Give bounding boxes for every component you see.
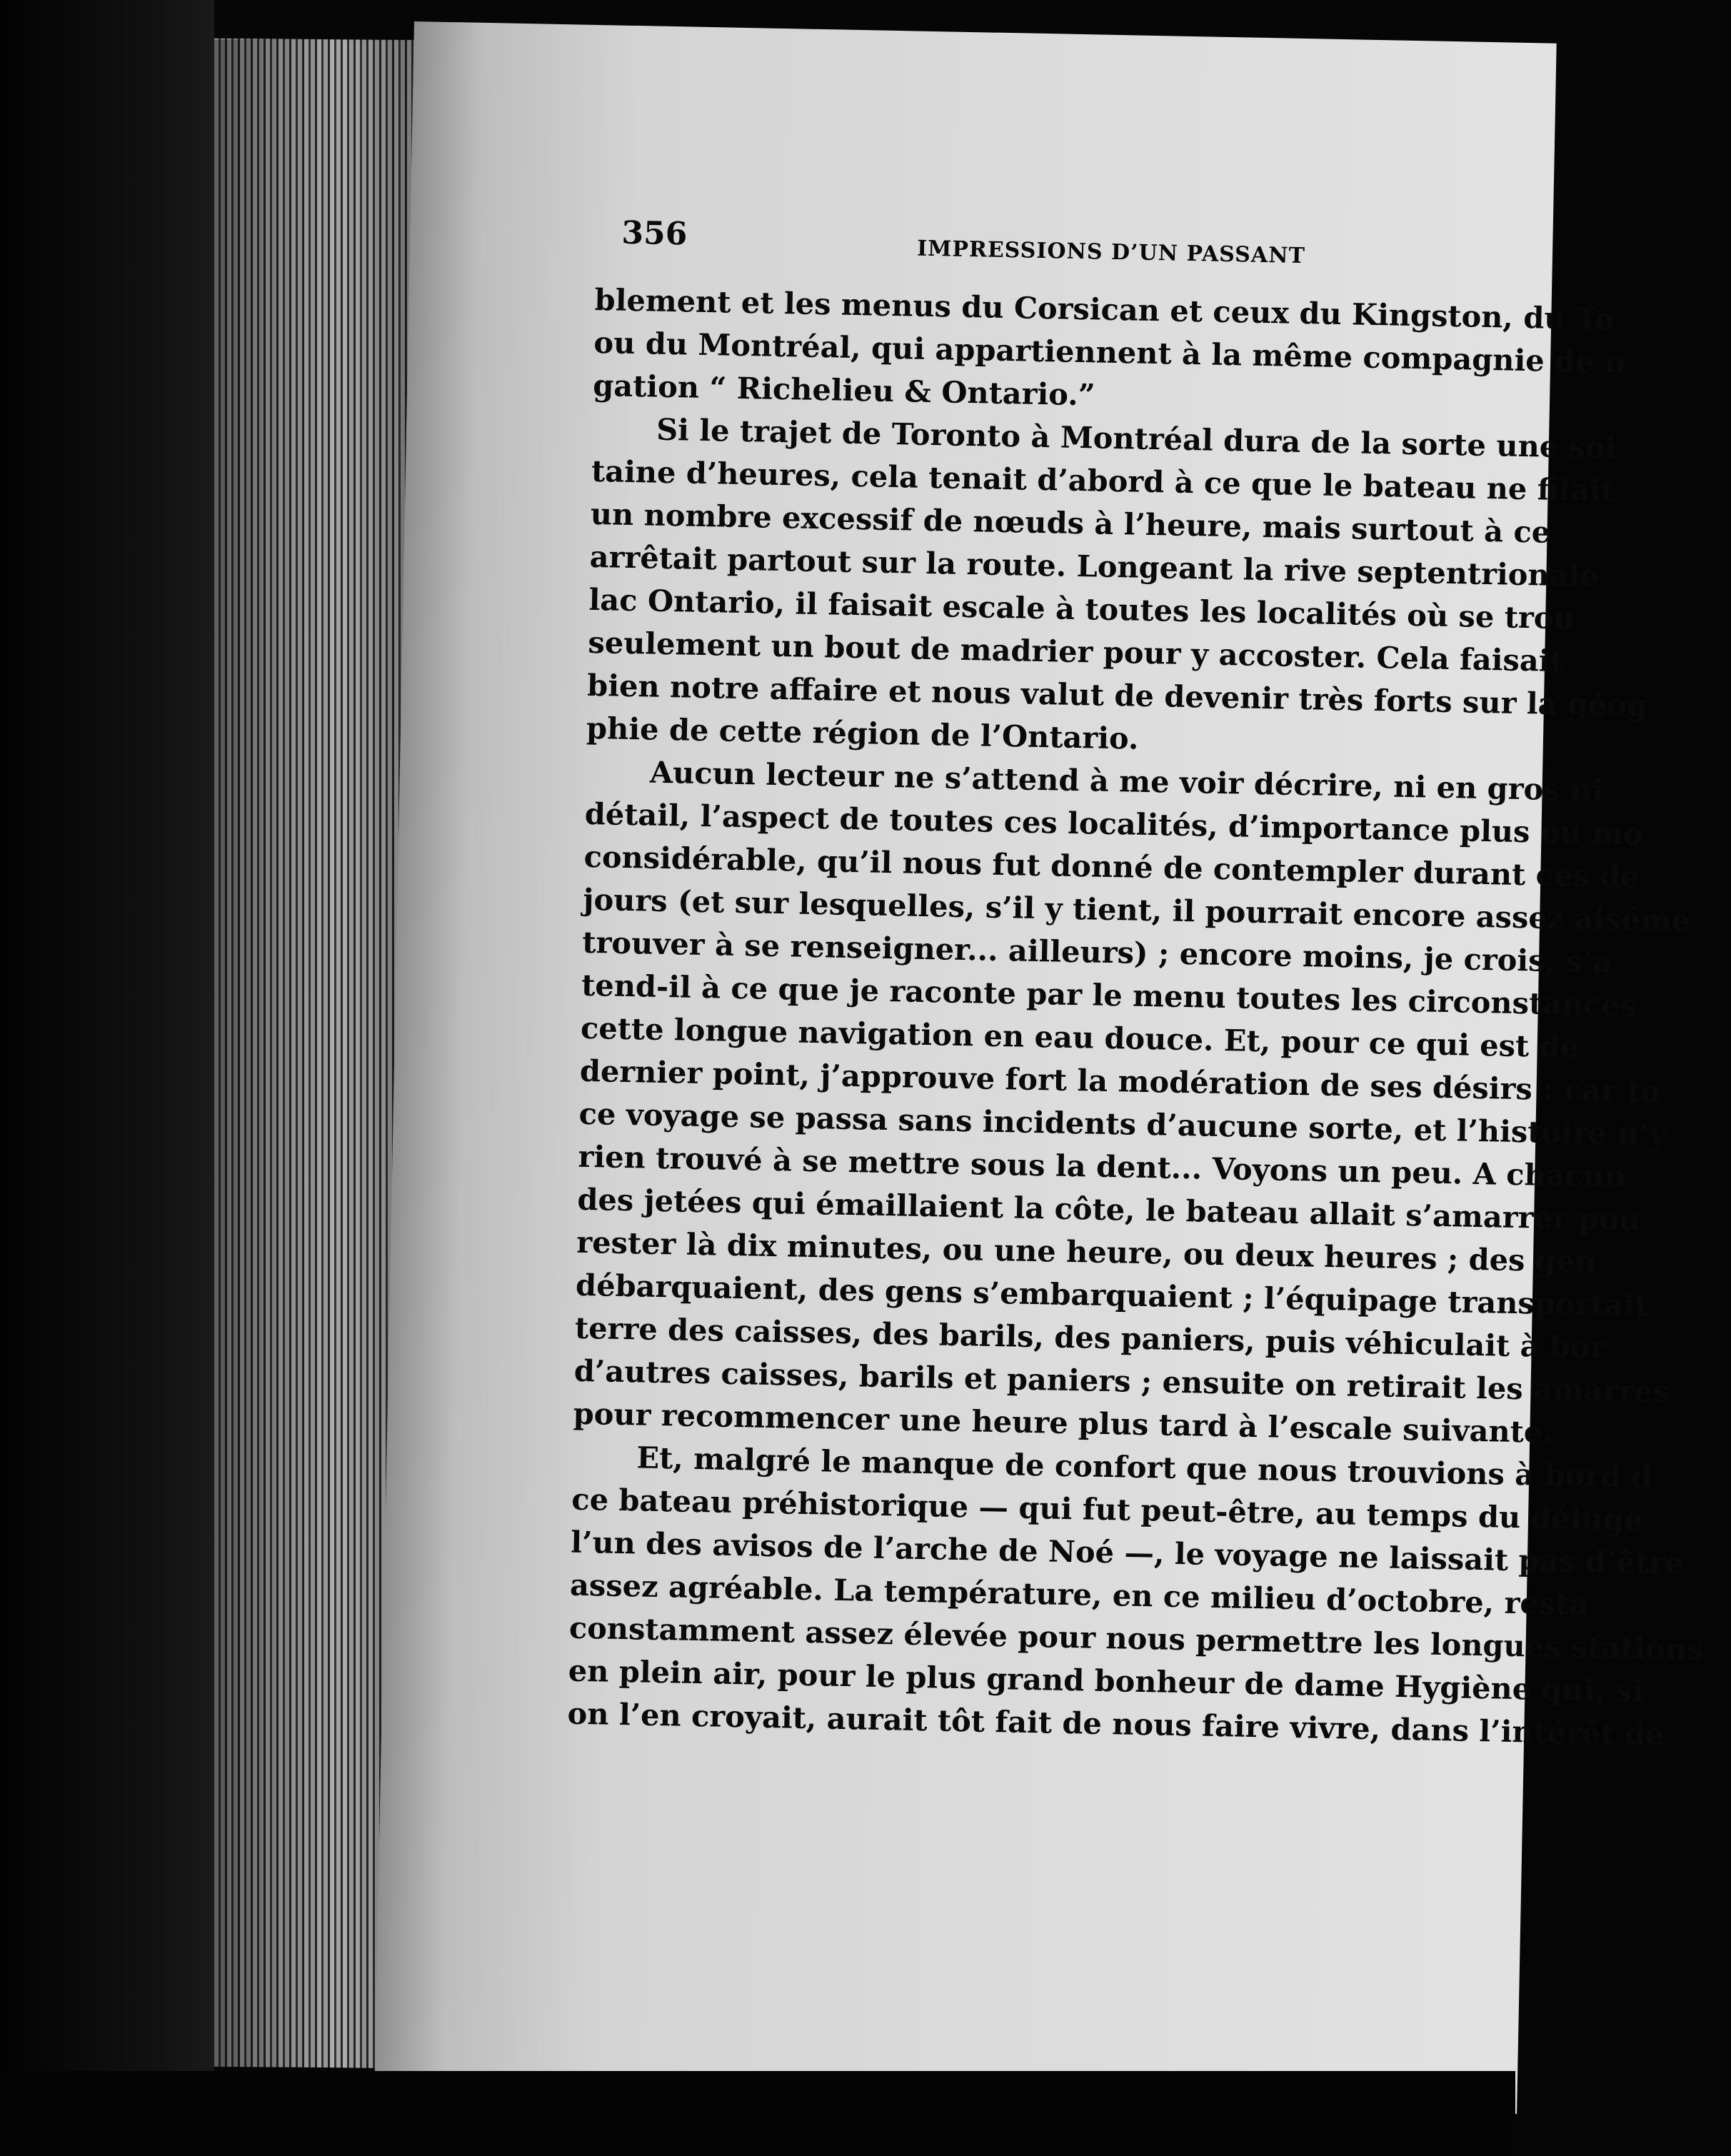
bottom-margin-shadow xyxy=(0,2071,1515,2156)
text-line: l’un des avisos de l’arche de Noé —, le voyage ne laissait pas d’être xyxy=(570,1524,1684,1581)
text-line: jours (et sur lesquelles, s’il y tient, il pourrait encore assez aiséme xyxy=(583,881,1691,938)
paragraph-4 xyxy=(567,1435,1704,1755)
text-line: débarquaient, des gens s’embarquaient ; l’équipage transportait xyxy=(575,1267,1649,1323)
text-line: assez agréable. La température, en ce milieu d’octobre, resta xyxy=(569,1567,1589,1623)
text-line: blement et les menus du Corsican et ceux du Kingston, du To xyxy=(594,281,1615,337)
text-line: rester là dix minutes, ou une heure, ou deux heures ; des gen xyxy=(576,1224,1597,1280)
text-line: ce bateau préhistorique — qui fut peut-être, au temps du déluge xyxy=(571,1481,1643,1538)
text-line: pour recommencer une heure plus tard à l’escale suivante. xyxy=(573,1395,1554,1450)
running-head: IMPRESSIONS D’UN PASSANT xyxy=(916,236,1306,269)
text-line: terre des caisses, des barils, des paniers, puis véhiculait à bor xyxy=(574,1310,1606,1365)
paragraph-3 xyxy=(573,750,1691,1455)
text-line: on l’en croyait, aurait tôt fait de nous faire vivre, dans l’intérêt de xyxy=(567,1695,1665,1753)
text-line: trouver à se renseigner... ailleurs) ; encore moins, je crois, s’a xyxy=(581,924,1612,980)
text-line: considérable, qu’il nous fut donné de contempler durant ces de xyxy=(583,838,1640,895)
text-line: rien trouvé à se mettre sous la dent... Voyons un peu. A chacun xyxy=(578,1138,1627,1194)
text-line: un nombre excessif de nœuds à l’heure, mais surtout à ce xyxy=(590,496,1551,550)
page-number: 356 xyxy=(621,214,688,253)
text-line: Et, malgré le manque de confort que nous trouvions à bord d xyxy=(636,1440,1653,1495)
paragraph-2 xyxy=(586,407,1650,770)
text-line: tend-il à ce que je raconte par le menu toutes les circonstances xyxy=(581,967,1637,1023)
book-spine-shadow xyxy=(0,0,214,2156)
text-line: ou du Montréal, qui appartiennent à la même compagnie de n xyxy=(593,324,1627,380)
text-line: en plein air, pour le plus grand bonheur de dame Hygiène qui, si xyxy=(568,1653,1645,1709)
text-line: d’autres caisses, barils et paniers ; ensuite on retirait les amarres xyxy=(573,1353,1670,1410)
text-line: phie de cette région de l’Ontario. xyxy=(586,710,1139,756)
text-line: seulement un bout de madrier pour y accoster. Cela faisait xyxy=(588,624,1565,679)
paragraph-1 xyxy=(593,279,1652,427)
text-line: bien notre affaire et nous valut de devenir très forts sur la géog xyxy=(586,667,1648,723)
page-content xyxy=(567,214,1704,1755)
text-line: détail, l’aspect de toutes ces localités, d’importance plus ou mo xyxy=(584,796,1644,852)
text-line: des jetées qui émaillaient la côte, le bateau allait s’amarrer pou xyxy=(577,1181,1641,1238)
text-line: ce voyage se passa sans incidents d’aucune sorte, et l’histoire n’y xyxy=(578,1095,1667,1152)
text-line: cette longue navigation en eau douce. Et, pour ce qui est de xyxy=(580,1010,1580,1065)
text-line: dernier point, j’approuve fort la modération de ses désirs : car to xyxy=(579,1053,1661,1109)
text-line: lac Ontario, il faisait escale à toutes les localités où se trou xyxy=(588,581,1576,636)
text-line: Si le trajet de Toronto à Montréal dura de la sorte une soi xyxy=(656,411,1617,466)
text-line: gation “ Richelieu & Ontario.” xyxy=(592,367,1096,413)
text-line: taine d’heures, cela tenait d’abord à ce que le bateau ne filait xyxy=(591,453,1615,508)
text-line: arrêtait partout sur la route. Longeant la rive septentrionale xyxy=(589,538,1600,594)
text-line: constamment assez élevée pour nous permettre les longues stations xyxy=(568,1610,1704,1668)
text-line: Aucun lecteur ne s’attend à me voir décrire, ni en gros ni xyxy=(649,754,1604,808)
